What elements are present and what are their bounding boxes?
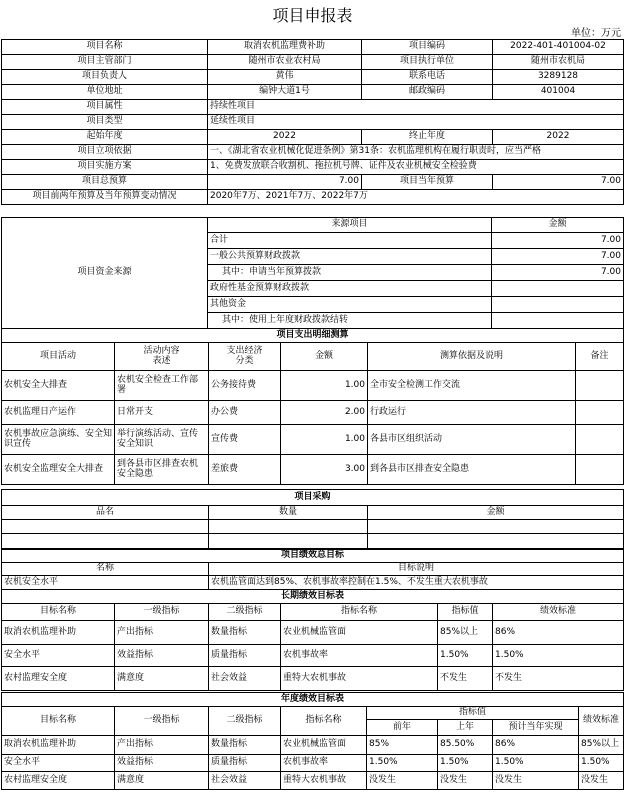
expense-header-activity: 项目活动 [2,343,115,371]
annual-indicator: 农业机械监管面 [281,736,367,755]
purchase-empty-cell [209,534,368,549]
overall-name: 农机安全水平 [2,576,209,590]
unit-label: 单位：万元 [571,28,621,39]
basis-label: 项目立项依据 [2,145,208,160]
annual-header-l2: 二级指标 [209,707,281,736]
funds-row-name: 合计 [208,233,492,249]
expense-header-econ: 支出经济 分类 [209,343,281,371]
purchase-empty-cell [2,520,209,534]
exec-value: 随州市农机局 [493,55,624,70]
longterm-value: 85%以上 [438,621,493,645]
annual-header-expect: 预计当年实现 [493,720,579,736]
phone-label: 联系电话 [362,70,493,85]
address-value: 编钟大道1号 [208,85,362,100]
purchase-table [1,489,624,549]
expense-basis: 全市安全检测工作交流 [368,371,576,401]
total-budget-value: 7.00 [208,175,362,190]
basis-value: 一、《湖北省农业机械化促进条例》第31条：农机监理机构在履行职责时，应当严格 [208,145,624,160]
expense-activity: 农机监理日产运作 [2,401,115,425]
expense-header-amount: 金额 [281,343,368,371]
start-value: 2022 [208,130,362,145]
type-value: 延续性项目 [208,115,624,130]
start-label: 起始年度 [2,130,208,145]
type-label: 项目类型 [2,115,208,130]
expense-content: 日常开支 [115,401,209,425]
end-value: 2022 [493,130,624,145]
prev-budget-value: 2020年7万、2021年7万、2022年7万 [208,190,624,205]
longterm-value: 不发生 [438,667,493,691]
funds-header-source: 来源项目 [208,218,492,233]
end-label: 终止年度 [362,130,493,145]
annual-prev: 85% [367,736,438,755]
funds-row-amount [492,281,624,297]
attr-value: 持续性项目 [208,100,624,115]
annual-l1: 满意度 [115,772,209,790]
expense-econ: 办公费 [209,401,281,425]
project-name-value: 取消农机监理费补助 [208,40,362,55]
dept-label: 项目主管部门 [2,55,208,70]
overall-goal-table [1,549,624,590]
annual-standard: 1.50% [579,755,624,772]
longterm-header-l1: 一级指标 [115,604,209,621]
annual-section-title: 年度绩效目标表 [2,693,624,707]
overall-header-name: 名称 [2,563,209,576]
expense-header-content: 活动内容 表述 [115,343,209,371]
annual-l2: 数量指标 [209,736,281,755]
expense-amount: 1.00 [281,371,368,401]
annual-last: 85.50% [438,736,493,755]
longterm-header-goal: 目标名称 [2,604,115,621]
purchase-section-title: 项目采购 [2,490,624,506]
funds-row-name: 其他资金 [208,297,492,313]
basic-info-table [1,39,624,205]
longterm-l2: 质量指标 [209,645,281,667]
longterm-standard: 不发生 [493,667,624,691]
expense-note [576,425,624,455]
expense-note [576,455,624,485]
annual-indicator: 农机事故率 [281,755,367,772]
expense-econ: 差旅费 [209,455,281,485]
funds-row-name: 其中：申请当年预算拨款 [208,265,492,281]
expense-activity: 农机事故应急演练、安全知识宣传 [2,425,115,455]
overall-desc: 农机监管面达到85%、农机事故率控制在1.5%、不发生重大农机事故 [209,576,624,590]
annual-l2: 社会效益 [209,772,281,790]
longterm-l1: 满意度 [115,667,209,691]
expense-basis: 行政运行 [368,401,576,425]
expense-section-title: 项目支出明细测算 [2,329,624,343]
annual-l1: 产出指标 [115,736,209,755]
expense-econ: 宣传费 [209,425,281,455]
longterm-header-l2: 二级指标 [209,604,281,621]
annual-header-value: 指标值 [367,707,579,720]
phone-value: 3289128 [493,70,624,85]
longterm-l2: 社会效益 [209,667,281,691]
expense-amount: 1.00 [281,425,368,455]
attr-label: 项目属性 [2,100,208,115]
funds-row-amount: 7.00 [492,265,624,281]
annual-standard: 85%以上 [579,736,624,755]
longterm-section-title: 长期绩效目标表 [2,590,624,604]
annual-header-indicator: 指标名称 [281,707,367,736]
expense-activity: 农机安全监理安全大排查 [2,455,115,485]
annual-header-goal: 目标名称 [2,707,115,736]
annual-l1: 效益指标 [115,755,209,772]
annual-header-last: 上年 [438,720,493,736]
funds-row-amount [492,297,624,313]
longterm-standard: 1.50% [493,645,624,667]
purchase-empty-cell [368,520,624,534]
funds-label: 项目资金来源 [2,218,208,329]
funds-row-amount: 7.00 [492,249,624,265]
expense-table [1,328,624,485]
prev-budget-label: 项目前两年预算及当年预算变动情况 [2,190,208,205]
longterm-l1: 产出指标 [115,621,209,645]
purchase-header-name: 品名 [2,506,209,520]
longterm-goal: 安全水平 [2,645,115,667]
project-code-label: 项目编码 [362,40,493,55]
annual-expect: 86% [493,736,579,755]
purchase-empty-cell [368,534,624,549]
funds-table [1,217,624,329]
leader-label: 项目负责人 [2,70,208,85]
address-label: 单位地址 [2,85,208,100]
longterm-table [1,589,624,691]
annual-goal: 安全水平 [2,755,115,772]
total-budget-label: 项目总预算 [2,175,208,190]
annual-expect: 没发生 [493,772,579,790]
expense-activity: 农机安全大排查 [2,371,115,401]
year-budget-value: 7.00 [493,175,624,190]
annual-goal: 取消农机监理补助 [2,736,115,755]
longterm-standard: 86% [493,621,624,645]
annual-table [1,692,624,790]
funds-row-amount: 7.00 [492,233,624,249]
longterm-indicator: 农机事故率 [281,645,438,667]
expense-note [576,371,624,401]
annual-header-prev: 前年 [367,720,438,736]
funds-row-name: 其中：使用上年度财政拨款结转 [208,313,492,329]
project-name-label: 项目名称 [2,40,208,55]
funds-row-name: 政府性基金预算财政拨款 [208,281,492,297]
page-title: 项目申报表 [272,6,353,25]
annual-prev: 没发生 [367,772,438,790]
annual-header-l1: 一级指标 [115,707,209,736]
expense-note [576,401,624,425]
expense-basis: 到各县市区排查安全隐患 [368,455,576,485]
annual-last: 1.50% [438,755,493,772]
annual-header-standard: 绩效标准 [579,707,624,736]
funds-header-amount: 金额 [492,218,624,233]
expense-header-basis: 测算依据及说明 [368,343,576,371]
project-code-value: 2022-401-401004-02 [493,40,624,55]
expense-content: 举行演练活动、宣传安全知识 [115,425,209,455]
purchase-empty-cell [2,534,209,549]
longterm-indicator: 重特大农机事故 [281,667,438,691]
funds-row-amount [492,313,624,329]
overall-section-title: 项目绩效总目标 [2,550,624,563]
expense-content: 农机安全检查工作部署 [115,371,209,401]
purchase-empty-cell [209,520,368,534]
expense-header-note: 备注 [576,343,624,371]
annual-expect: 1.50% [493,755,579,772]
annual-standard: 没发生 [579,772,624,790]
purchase-header-qty: 数量 [209,506,368,520]
expense-amount: 2.00 [281,401,368,425]
leader-value: 黄伟 [208,70,362,85]
purchase-header-amount: 金额 [368,506,624,520]
expense-amount: 3.00 [281,455,368,485]
longterm-l2: 数量指标 [209,621,281,645]
longterm-header-standard: 绩效标准 [493,604,624,621]
annual-last: 没发生 [438,772,493,790]
dept-value: 随州市农业农村局 [208,55,362,70]
zip-label: 邮政编码 [362,85,493,100]
longterm-l1: 效益指标 [115,645,209,667]
exec-label: 项目执行单位 [362,55,493,70]
annual-goal: 农村监理安全度 [2,772,115,790]
funds-row-name: 一般公共预算财政拨款 [208,249,492,265]
longterm-goal: 取消农机监理补助 [2,621,115,645]
longterm-indicator: 农业机械监管面 [281,621,438,645]
annual-indicator: 重特大农机事故 [281,772,367,790]
annual-prev: 1.50% [367,755,438,772]
expense-content: 到各县市区排查农机安全隐患 [115,455,209,485]
expense-econ: 公务接待费 [209,371,281,401]
overall-header-desc: 目标说明 [209,563,624,576]
longterm-goal: 农村监理安全度 [2,667,115,691]
plan-value: 1、免费发放联合收割机、拖拉机号牌、证件及农业机械安全检验费 [208,160,624,175]
zip-value: 401004 [493,85,624,100]
longterm-value: 1.50% [438,645,493,667]
year-budget-label: 项目当年预算 [362,175,493,190]
longterm-header-indicator: 指标名称 [281,604,438,621]
plan-label: 项目实施方案 [2,160,208,175]
annual-l2: 质量指标 [209,755,281,772]
longterm-header-value: 指标值 [438,604,493,621]
expense-basis: 各县市区组织活动 [368,425,576,455]
